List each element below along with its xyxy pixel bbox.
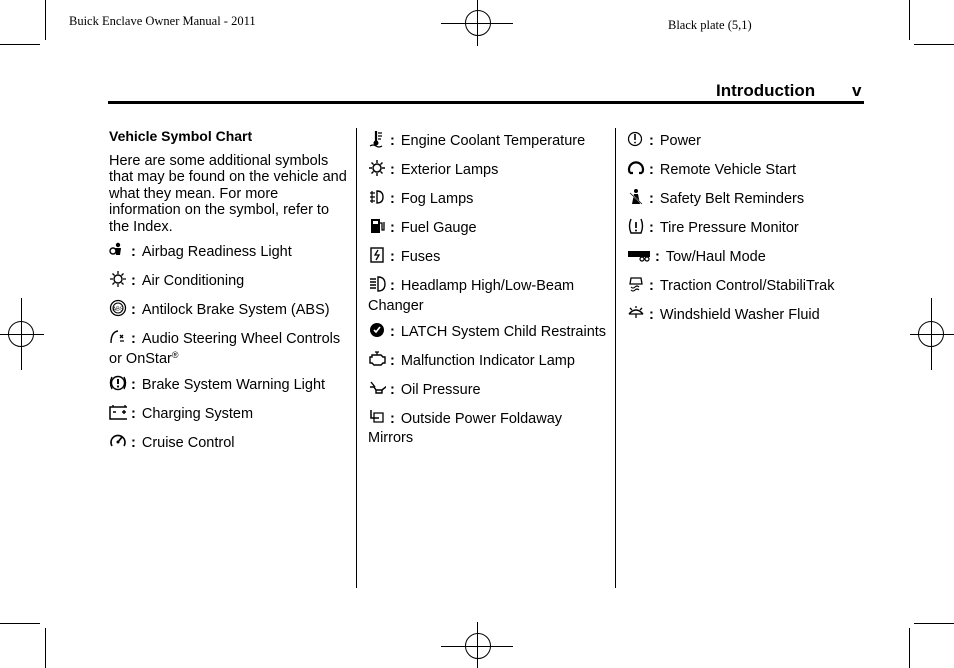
crop-mark (914, 44, 954, 45)
page-title: Introduction (716, 81, 816, 100)
symbol-separator: : (390, 381, 395, 398)
remote-start-icon (627, 159, 645, 182)
column-divider (356, 128, 357, 588)
symbol-list-3 (627, 130, 867, 327)
symbol-label: Audio Steering Wheel Controls or OnStar (109, 331, 341, 367)
symbol-label: Airbag Readiness Light (141, 244, 292, 260)
traction-control-icon (627, 275, 645, 298)
symbol-label: Tow/Haul Mode (665, 249, 766, 265)
exterior-lamps-icon (368, 159, 386, 182)
symbol-separator: : (390, 278, 395, 294)
fuel-gauge-icon (368, 217, 386, 240)
symbol-entry (109, 374, 349, 397)
column-2 (368, 130, 608, 453)
symbol-label: Tire Pressure Monitor (659, 220, 799, 236)
brake-warning-icon (109, 374, 127, 397)
column-divider (615, 128, 616, 588)
safety-belt-icon (627, 188, 645, 211)
symbol-separator: : (390, 133, 395, 149)
symbol-entry (109, 270, 349, 293)
crop-mark (909, 628, 910, 668)
symbol-entry (368, 321, 608, 344)
print-header-left: Buick Enclave Owner Manual - 2011 (69, 14, 256, 28)
symbol-separator: : (649, 307, 654, 323)
symbol-list-1 (109, 241, 349, 454)
symbol-separator: : (649, 162, 654, 178)
battery-icon (109, 403, 127, 426)
coolant-temperature-icon (368, 130, 386, 153)
symbol-entry (368, 408, 608, 447)
registered-mark: ® (171, 349, 179, 360)
symbol-label: Cruise Control (141, 434, 235, 451)
power-mirror-icon (368, 408, 386, 431)
symbol-entry (109, 328, 349, 367)
crop-mark (0, 44, 40, 45)
intro-paragraph: Here are some additional symbols that may be found on the vehicle and what they mean. For more information on the symbol, refer to the Index. (109, 152, 347, 235)
symbol-entry (368, 159, 608, 182)
symbol-label: Brake System Warning Light (141, 376, 326, 393)
symbol-entry (368, 130, 608, 153)
symbol-entry (368, 379, 608, 402)
section-title: Vehicle Symbol Chart (109, 128, 253, 144)
symbol-separator: : (390, 162, 395, 178)
symbol-entry (627, 275, 867, 298)
symbol-entry (627, 304, 867, 327)
symbol-separator: : (131, 405, 136, 422)
page-number: v (852, 81, 862, 100)
column-1 (109, 128, 349, 461)
symbol-entry (109, 299, 349, 322)
symbol-entry (627, 246, 867, 269)
symbol-separator: : (390, 323, 395, 340)
crop-mark (0, 623, 40, 624)
header-rule (108, 101, 864, 104)
symbol-label: Remote Vehicle Start (659, 162, 797, 178)
symbol-label: Headlamp High/Low-Beam Changer (368, 278, 575, 314)
symbol-label: Exterior Lamps (400, 162, 499, 178)
symbol-list-2 (368, 130, 608, 447)
symbol-label: LATCH System Child Restraints (400, 323, 607, 340)
symbol-label: Traction Control/StabiliTrak (659, 278, 835, 294)
symbol-separator: : (390, 410, 395, 427)
abs-icon (109, 299, 127, 322)
symbol-separator: : (131, 273, 136, 289)
symbol-entry (368, 217, 608, 240)
symbol-separator: : (390, 220, 395, 236)
symbol-label: Fuel Gauge (400, 220, 477, 236)
symbol-label: Safety Belt Reminders (659, 191, 805, 207)
symbol-entry (109, 241, 349, 264)
symbol-separator: : (131, 434, 136, 451)
tow-haul-icon (627, 246, 651, 269)
steering-wheel-controls-icon (109, 328, 127, 351)
symbol-separator: : (390, 352, 395, 369)
symbol-separator: : (655, 249, 660, 265)
symbol-entry (109, 403, 349, 426)
symbol-separator: : (131, 302, 136, 318)
symbol-label: Malfunction Indicator Lamp (400, 352, 575, 369)
symbol-label: Oil Pressure (400, 381, 481, 398)
power-icon (627, 130, 645, 153)
symbol-label: Fog Lamps (400, 191, 474, 207)
crop-mark (45, 628, 46, 668)
symbol-separator: : (131, 244, 136, 260)
symbol-entry (368, 188, 608, 211)
tire-pressure-icon (627, 217, 645, 240)
symbol-label: Charging System (141, 405, 254, 422)
oil-pressure-icon (368, 379, 386, 402)
symbol-entry (368, 275, 608, 314)
print-header-right: Black plate (5,1) (668, 18, 752, 32)
symbol-entry (627, 188, 867, 211)
symbol-label: Engine Coolant Temperature (400, 133, 586, 149)
latch-child-restraint-icon (368, 321, 386, 344)
airbag-icon (109, 241, 127, 264)
symbol-label: Fuses (400, 249, 441, 265)
symbol-label: Windshield Washer Fluid (659, 307, 820, 323)
symbol-entry (627, 159, 867, 182)
cruise-control-icon (109, 432, 127, 455)
fuses-icon (368, 246, 386, 269)
symbol-separator: : (390, 191, 395, 207)
symbol-entry (627, 130, 867, 153)
symbol-separator: : (649, 191, 654, 207)
symbol-separator: : (131, 331, 136, 347)
symbol-label: Outside Power Foldaway Mirrors (368, 410, 563, 446)
headlamp-beam-icon (368, 275, 386, 298)
air-conditioning-icon (109, 270, 127, 293)
symbol-entry (368, 246, 608, 269)
symbol-label: Air Conditioning (141, 273, 245, 289)
symbol-label: Power (659, 133, 701, 149)
symbol-separator: : (649, 133, 654, 149)
column-3 (627, 130, 867, 333)
symbol-separator: : (131, 376, 136, 393)
symbol-separator: : (649, 278, 654, 294)
symbol-separator: : (390, 249, 395, 265)
symbol-separator: : (649, 220, 654, 236)
symbol-label: Antilock Brake System (ABS) (141, 302, 330, 318)
malfunction-indicator-icon (368, 350, 386, 373)
crop-mark (909, 0, 910, 40)
svg-text:ABS: ABS (112, 306, 124, 313)
crop-mark (914, 623, 954, 624)
crop-mark (45, 0, 46, 40)
symbol-entry (368, 350, 608, 373)
fog-lamps-icon (368, 188, 386, 211)
symbol-entry (109, 432, 349, 455)
washer-fluid-icon (627, 304, 645, 327)
symbol-entry (627, 217, 867, 240)
